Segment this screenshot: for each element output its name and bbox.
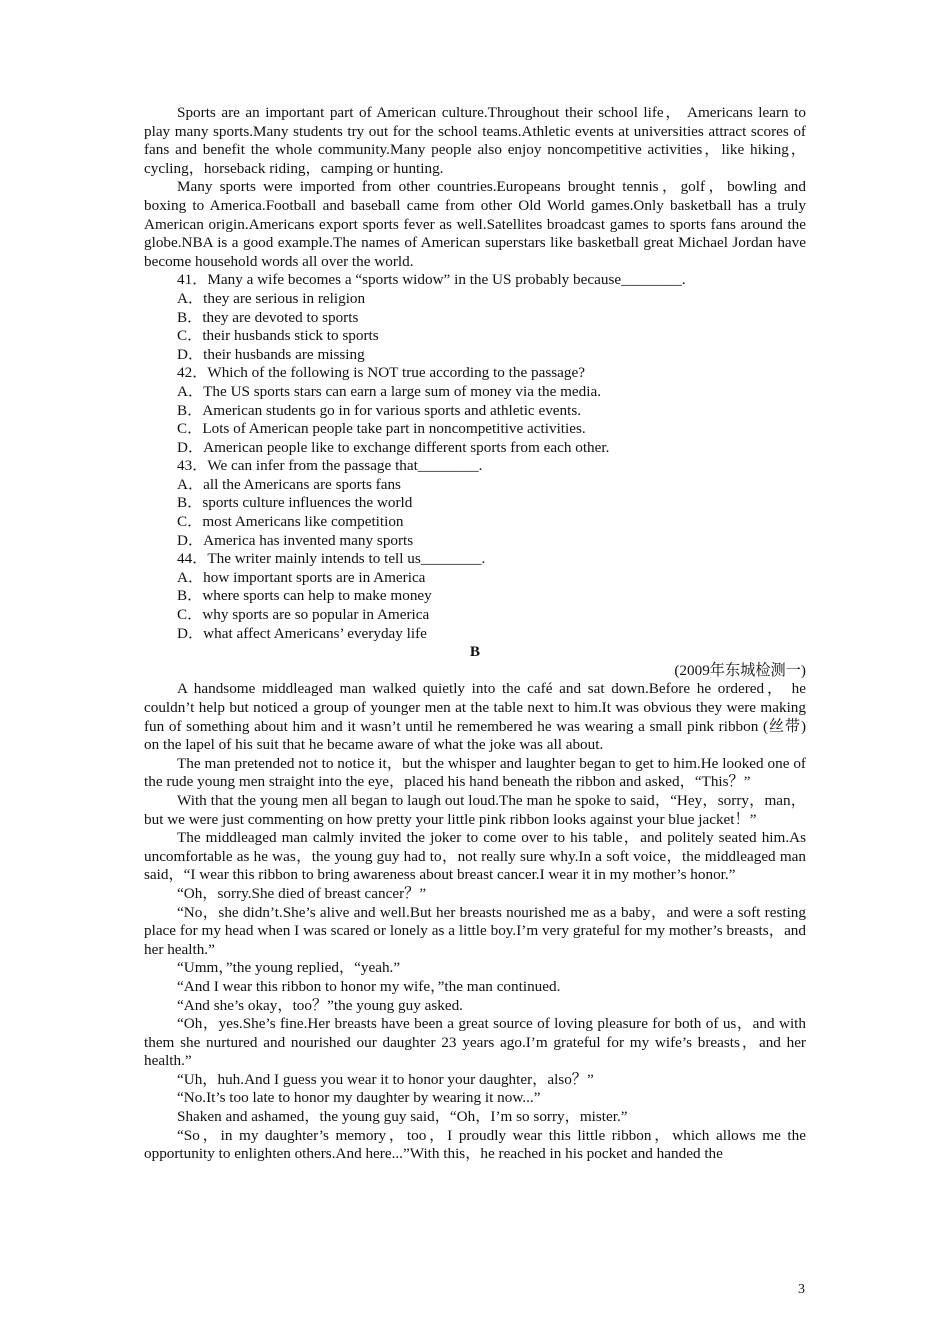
- passage-b-paragraph: “Umm，”the young replied，“yeah.”: [177, 959, 401, 977]
- passage-b-paragraph: A handsome middleaged man walked quietly into the café and sat down.Before he ordered， he couldn’t help but noticed a group of younger men at the table next to him.It was obvious they were making fun of something about him and it wasn’t until he remembered he was wearing a small pink ribbon (丝带) on the lapel of his suit that he became aware of what the joke was all about.: [144, 680, 806, 754]
- question-option: B．sports culture influences the world: [177, 494, 413, 512]
- passage-b-paragraph: The man pretended not to notice it，but the whisper and laughter began to get to him.He looked one of the rude young men straight into the eye，placed his hand beneath the ribbon and asked，“This？”: [144, 754, 806, 791]
- question-option: A．The US sports stars can earn a large sum of money via the media.: [177, 382, 602, 400]
- passage-b-paragraph: Shaken and ashamed，the young guy said，“Oh，I’m so sorry，mister.”: [177, 1108, 628, 1126]
- question-option: A．all the Americans are sports fans: [177, 475, 401, 493]
- passage-b-paragraph: “No.It’s too late to honor my daughter by wearing it now...”: [177, 1089, 541, 1107]
- passage-b-paragraph: “Oh，sorry.She died of breast cancer？”: [177, 884, 427, 902]
- question-option: B．where sports can help to make money: [177, 587, 432, 605]
- passage-b-paragraph: “So，in my daughter’s memory，too，I proudly wear this little ribbon，which allows me the opportunity to enlighten others.And here...”With this，he reached in his pocket and handed the: [144, 1126, 806, 1163]
- passage-b-paragraph: “And I wear this ribbon to honor my wife，”the man continued.: [177, 977, 561, 995]
- question-option: D．America has invented many sports: [177, 531, 414, 549]
- source-note: (2009年东城检测一): [674, 661, 806, 679]
- passage-b-paragraph: “Oh，yes.She’s fine.Her breasts have been a great source of loving pleasure for both of us，and with them she nurtured and nourished our daughter 23 years ago.I’m grateful for my wife’s breasts，and her health.”: [144, 1015, 806, 1070]
- question-option: C．their husbands stick to sports: [177, 327, 379, 345]
- passage-b-paragraph: “No，she didn’t.She’s alive and well.But her breasts nourished me as a baby，and were a soft resting place for my head when I was scared or lonely as a little boy.I’m very grateful for my mother’s breasts，and her health.”: [144, 903, 806, 958]
- question-option: C．why sports are so popular in America: [177, 606, 430, 624]
- document-page: [144, 104, 806, 1164]
- passage-b-paragraph: “And she’s okay，too？”the young guy asked.: [177, 996, 463, 1014]
- question-option: D．their husbands are missing: [177, 345, 365, 363]
- question-option: A．how important sports are in America: [177, 568, 426, 586]
- question-stem: 44．The writer mainly intends to tell us________.: [177, 550, 486, 568]
- question-option: D．what affect Americans’ everyday life: [177, 624, 427, 642]
- question-option: C．most Americans like competition: [177, 513, 404, 531]
- question-option: B．American students go in for various sports and athletic events.: [177, 401, 582, 419]
- question-stem: 41．Many a wife becomes a “sports widow” in the US probably because________.: [177, 271, 686, 289]
- section-heading: B: [469, 643, 481, 661]
- question-option: C．Lots of American people take part in noncompetitive activities.: [177, 420, 586, 438]
- page-number: 3: [798, 1282, 805, 1297]
- question-option: B．they are devoted to sports: [177, 308, 359, 326]
- question-option: A．they are serious in religion: [177, 289, 366, 307]
- question-option: D．American people like to exchange different sports from each other.: [177, 438, 610, 456]
- question-stem: 42．Which of the following is NOT true according to the passage?: [177, 364, 585, 382]
- passage-a-paragraph: Sports are an important part of American culture.Throughout their school life， Americans learn to play many sports.Many students try out for the school teams.Athletic events at universities attract scores of fans and benefit the whole community.Many people also enjoy noncompetitive activities，like hiking，cycling，horseback riding，camping or hunting.: [144, 104, 806, 177]
- passage-b-paragraph: “Uh，huh.And I guess you wear it to honor your daughter，also？”: [177, 1070, 594, 1088]
- question-stem: 43．We can infer from the passage that________.: [177, 457, 483, 475]
- passage-b-paragraph: The middleaged man calmly invited the joker to come over to his table，and politely seated him.As uncomfortable as he was，the young guy had to，not really sure why.In a soft voice，the middleaged man said，“I wear this ribbon to bring awareness about breast cancer.I wear it in my mother’s honor.”: [144, 829, 806, 884]
- passage-b-paragraph: With that the young men all began to laugh out loud.The man he spoke to said，“Hey，sorry，man，but we were just commenting on how pretty your little pink ribbon looks against your blue jacket！”: [144, 791, 806, 828]
- passage-a-paragraph: Many sports were imported from other countries.Europeans brought tennis，golf，bowling and boxing to America.Football and baseball came from other Old World games.Only basketball has a truly American origin.Americans export sports fever as well.Satellites broadcast games to sports fans around the globe.NBA is a good example.The names of American superstars like basketball great Michael Jordan have become household words all over the world.: [144, 178, 806, 270]
